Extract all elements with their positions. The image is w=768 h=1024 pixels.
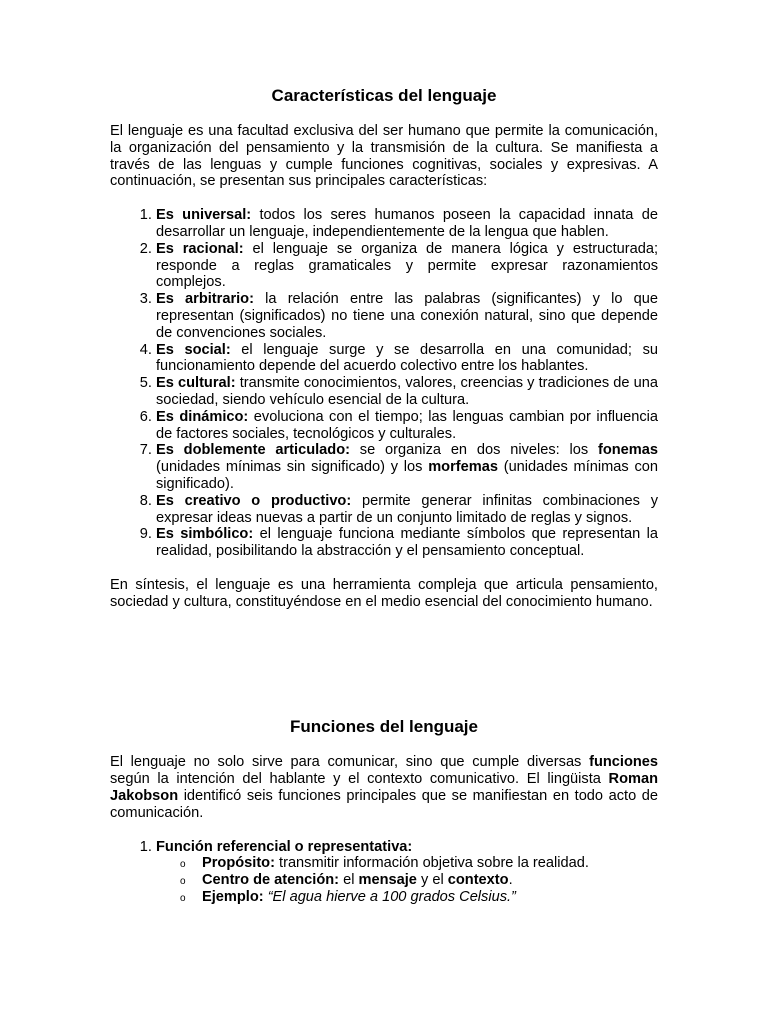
bullet-icon: o bbox=[180, 859, 186, 871]
detail-label: Propósito: bbox=[202, 855, 275, 872]
term-contexto: contexto bbox=[447, 872, 509, 889]
functions-intro-paragraph bbox=[110, 754, 658, 821]
item-text: (unidades mínimas con significado). bbox=[156, 459, 658, 492]
sub-list-item bbox=[180, 872, 658, 889]
intro-text: El lenguaje no solo sirve para comunicar, sino que cumple diversas bbox=[110, 754, 590, 771]
item-text: se organiza en dos niveles: los bbox=[349, 442, 598, 459]
list-item bbox=[156, 409, 658, 443]
closing-paragraph: En síntesis, el lenguaje es una herramienta compleja que articula pensamiento, sociedad y cultura, constituyéndose en el medio esencial del conocimiento humano. bbox=[110, 576, 658, 611]
list-item bbox=[156, 526, 658, 560]
detail-text: y el bbox=[416, 872, 448, 889]
section-title-funciones: Funciones del lenguaje bbox=[290, 717, 478, 737]
item-label: Es simbólico: bbox=[156, 526, 254, 543]
section-title-caracteristicas: Características del lenguaje bbox=[271, 86, 497, 105]
item-text: el lenguaje surge y se desarrolla en una comunidad; su funcionamiento depende del acuerdo colectivo entre los hablantes. bbox=[156, 341, 658, 375]
term-mensaje: mensaje bbox=[358, 872, 417, 889]
item-label: Es universal: bbox=[156, 207, 252, 224]
list-item bbox=[156, 241, 658, 291]
sub-list-item bbox=[180, 855, 658, 872]
detail-text: el bbox=[339, 872, 359, 889]
function-label: Función referencial o representativa: bbox=[156, 838, 413, 855]
detail-text: . bbox=[508, 872, 513, 889]
item-label: Es social: bbox=[156, 341, 231, 358]
detail-text: transmitir información objetiva sobre la realidad. bbox=[274, 855, 589, 872]
characteristics-list bbox=[110, 207, 658, 560]
item-text: el lenguaje se organiza de manera lógica y estructurada; responde a reglas gramaticales y permite expresar razonamientos complejos. bbox=[156, 240, 659, 291]
term-funciones: funciones bbox=[589, 754, 658, 771]
list-item bbox=[156, 493, 658, 527]
bullet-icon: o bbox=[180, 892, 186, 904]
item-text: transmite conocimientos, valores, creencias y tradiciones de una sociedad, siendo vehículo esencial de la cultura. bbox=[156, 375, 658, 408]
item-label: Es cultural: bbox=[156, 375, 236, 392]
list-item bbox=[156, 342, 658, 376]
term-morfemas: morfemas bbox=[428, 459, 498, 476]
item-text: permite generar infinitas combinaciones y expresar ideas nuevas a partir de un conjunto limitado de reglas y signos. bbox=[156, 492, 658, 526]
example-quote: “El agua hierve a 100 grados Celsius.” bbox=[267, 888, 516, 905]
list-item bbox=[156, 207, 658, 241]
item-label: Es racional: bbox=[156, 240, 244, 257]
item-text: el lenguaje funciona mediante símbolos que representan la realidad, posibilitando la abstracción y el pensamiento conceptual. bbox=[156, 526, 658, 560]
sub-list-item bbox=[180, 888, 658, 906]
list-item bbox=[156, 839, 658, 906]
intro-text: según la intención del hablante y el contexto comunicativo. El lingüista bbox=[110, 771, 609, 788]
document-content bbox=[110, 86, 658, 906]
item-text: todos los seres humanos poseen la capacidad innata de desarrollar un lenguaje, independientemente de la lengua que hablen. bbox=[156, 207, 658, 240]
list-item bbox=[156, 442, 658, 492]
list-item bbox=[156, 375, 658, 409]
item-label: Es doblemente articulado: bbox=[156, 442, 350, 459]
item-text: la relación entre las palabras (significantes) y lo que representan (significados) no tiene una conexión natural, sino que depende de convenciones sociales. bbox=[156, 291, 658, 341]
bullet-icon: o bbox=[180, 876, 186, 888]
detail-label: Ejemplo: bbox=[202, 888, 264, 905]
term-fonemas: fonemas bbox=[597, 442, 658, 459]
intro-text: identificó seis funciones principales que se manifiestan en todo acto de comunicación. bbox=[110, 787, 658, 821]
intro-paragraph: El lenguaje es una facultad exclusiva del ser humano que permite la comunicación, la organización del pensamiento y la transmisión de la cultura. Se manifiesta a través de las lenguas y cumple funciones cognitivas, sociales y expresivas. A continuación, se presentan sus principales características: bbox=[110, 123, 658, 190]
detail-label: Centro de atención: bbox=[202, 872, 340, 889]
item-label: Es creativo o productivo: bbox=[156, 492, 352, 509]
item-text: (unidades mínimas sin significado) y los bbox=[156, 459, 429, 476]
item-text: evoluciona con el tiempo; las lenguas cambian por influencia de factores sociales, tecnológicos y culturales. bbox=[156, 408, 658, 442]
list-item bbox=[156, 291, 658, 341]
name-roman-jakobson: Roman Jakobson bbox=[110, 771, 658, 804]
function-details-list bbox=[156, 855, 658, 905]
item-label: Es arbitrario: bbox=[156, 291, 254, 308]
functions-list bbox=[110, 839, 658, 906]
item-label: Es dinámico: bbox=[156, 408, 249, 425]
